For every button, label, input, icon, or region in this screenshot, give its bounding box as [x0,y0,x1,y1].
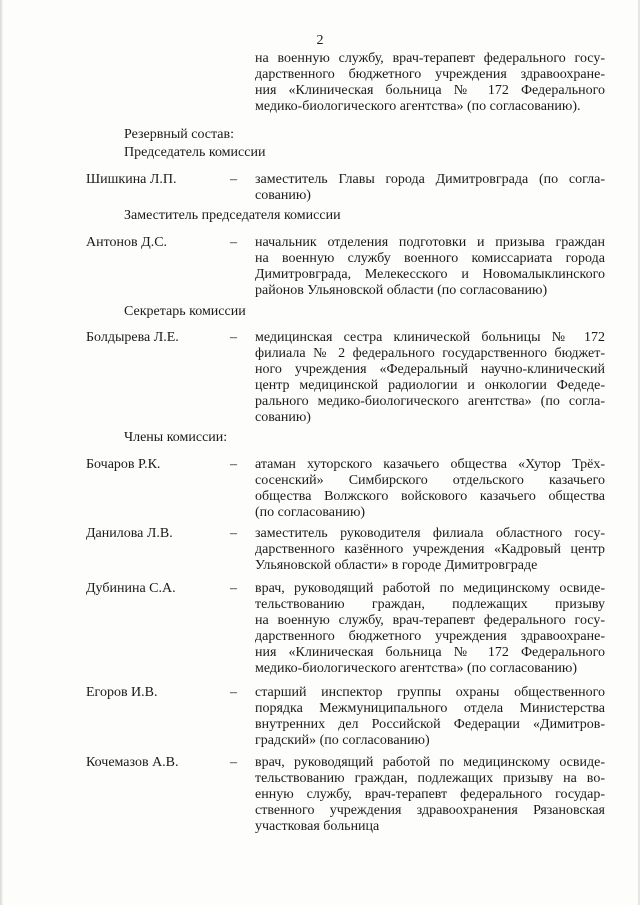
text-line: центр медицинской радиологии и онкологии Федеде- [255,378,605,393]
text-line: дарственного казённого учреждения «Кадровый центр [255,542,605,557]
heading-members: Члены комиссии: [124,430,228,445]
member-name: Шишкина Л.П. [86,172,177,187]
text-line: сованию) [255,410,311,425]
dash-separator: – [230,685,237,700]
text-line: ния «Клиническая больница № 172 Федерального [255,645,605,660]
member-name: Антонов Д.С. [86,235,168,250]
member-description [255,581,605,677]
text-line: старший инспектор группы охраны общественного [255,685,605,700]
dash-separator: – [230,581,237,596]
member-name: Бочаров Р.К. [86,457,161,472]
member-description [255,172,605,204]
scan-edge-left [0,0,3,905]
text-line: ного учреждения «Федеральный научно-клинический [255,362,605,377]
text-line: медико-биологического агентства» (по согласованию) [255,661,578,676]
text-line: Димитровграда, Мелекесского и Новомалыклинского [255,267,605,282]
dash-separator: – [230,330,237,345]
heading-reserve: Резервный состав: [124,127,235,142]
text-line: на военную службу военного комиссариата города [255,251,605,266]
text-line: начальник отделения подготовки и призыва граждан [255,235,605,250]
member-name: Болдырева Л.Е. [86,330,179,345]
member-description [255,457,605,521]
text-line: ния «Клиническая больница № 172 Федерального [255,83,605,98]
text-line: медико-биологического агентства» (по согласованию). [255,99,581,114]
page-number: 2 [316,33,324,48]
dash-separator: – [230,526,237,541]
text-line: на военную службу, врач-терапевт федерального госу- [255,613,605,628]
text-line: врач, руководящий работой по медицинскому освиде- [255,581,605,596]
member-name: Кочемазов А.В. [86,755,179,770]
dash-separator: – [230,172,237,187]
text-line: на военную службу, врач-терапевт федерального госу- [255,51,605,66]
continued-text-block [255,51,605,115]
text-line: ственного учреждения здравоохранения Рязановская [255,803,605,818]
text-line: участковая больница [255,819,380,834]
text-line: дарственного бюджетного учреждения здравоохране- [255,67,605,82]
member-description [255,685,605,749]
text-line: заместитель Главы города Димитровграда (по согла- [255,172,605,187]
heading-secretary: Секретарь комиссии [124,304,246,319]
member-name: Дубинина С.А. [86,581,176,596]
text-line: рального медико-биологического агентства» (по согла- [255,394,605,409]
text-line: атаман хуторского казачьего общества «Хутор Трёх- [255,457,605,472]
text-line: (по согласованию) [255,505,366,520]
member-description [255,755,605,835]
text-line: районов Ульяновской области (по согласованию) [255,283,548,298]
heading-deputy: Заместитель председателя комиссии [124,208,341,223]
text-line: филиала № 2 федерального государственного бюджет- [255,346,605,361]
member-name: Данилова Л.В. [86,526,173,541]
text-line: Ульяновской области» в городе Димитровграде [255,558,538,573]
text-line: сованию) [255,188,311,203]
dash-separator: – [230,457,237,472]
text-line: врач, руководящий работой по медицинскому освиде- [255,755,605,770]
dash-separator: – [230,755,237,770]
text-line: тельствованию граждан, подлежащих призыву [255,597,605,612]
text-line: енную службу, врач-терапевт федерального государ- [255,787,605,802]
member-description [255,526,605,574]
text-line: градский» (по согласованию) [255,733,430,748]
text-line: внутренних дел Российской Федерации «Димитров- [255,717,605,732]
text-line: тельствованию граждан, подлежащих призыву на во- [255,771,605,786]
text-line: сосенский» Симбирского отдельского казачьего [255,473,605,488]
dash-separator: – [230,235,237,250]
text-line: заместитель руководителя филиала областного госу- [255,526,605,541]
heading-chairman: Председатель комиссии [124,145,266,160]
text-line: медицинская сестра клинической больницы № 172 [255,330,605,345]
member-name: Егоров И.В. [86,685,158,700]
text-line: дарственного бюджетного учреждения здравоохране- [255,629,605,644]
member-description [255,235,605,299]
member-description [255,330,605,426]
text-line: общества Волжского войскового казачьего общества [255,489,605,504]
text-line: порядка Межмуниципального отдела Министерства [255,701,605,716]
